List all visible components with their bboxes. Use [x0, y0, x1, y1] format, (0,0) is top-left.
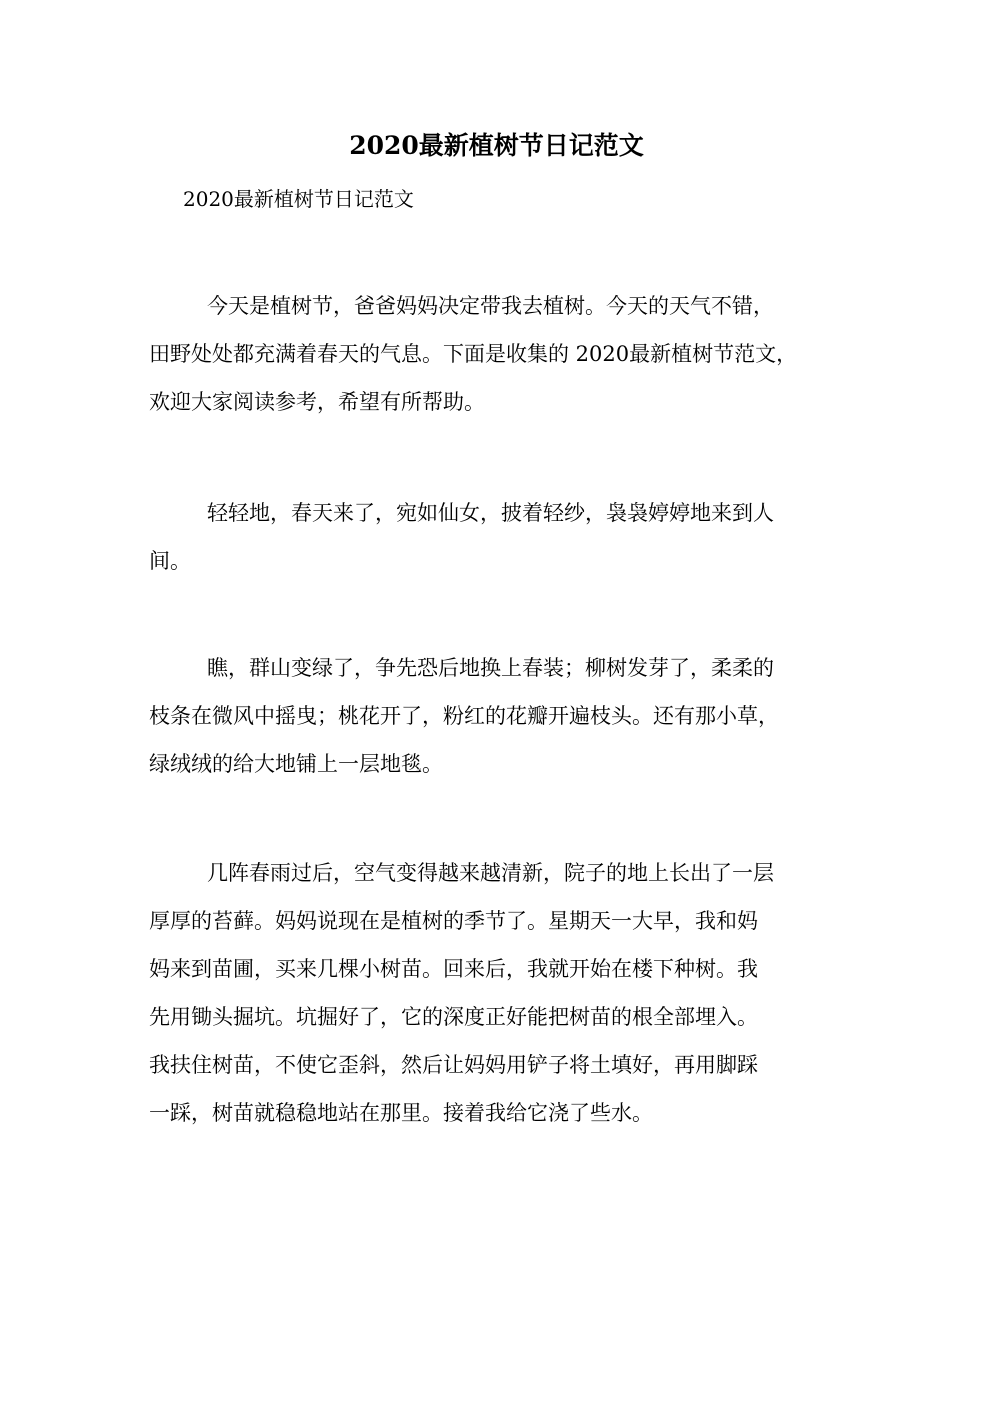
paragraph-line: 枝条在微风中摇曳；桃花开了，粉红的花瓣开遍枝头。还有那小草， [149, 704, 779, 728]
paragraph-line: 田野处处都充满着春天的气息。下面是收集的 2020最新植树节范文， [149, 342, 798, 366]
paragraph-line: 绿绒绒的给大地铺上一层地毯。 [149, 752, 443, 776]
document-subtitle: 2020最新植树节日记范文 [183, 187, 414, 211]
paragraph-line: 瞧，群山变绿了，争先恐后地换上春装；柳树发芽了，柔柔的 [207, 656, 774, 680]
paragraph-line: 轻轻地，春天来了，宛如仙女，披着轻纱，袅袅婷婷地来到人 [207, 501, 774, 525]
paragraph-line: 间。 [149, 549, 191, 573]
paragraph-spring-scenery [149, 652, 849, 796]
paragraph-line: 几阵春雨过后，空气变得越来越清新，院子的地上长出了一层 [207, 861, 774, 885]
paragraph-line: 一踩，树苗就稳稳地站在那里。接着我给它浇了些水。 [149, 1101, 653, 1125]
paragraph-spring-arrives [149, 497, 849, 593]
paragraph-line: 厚厚的苔藓。妈妈说现在是植树的季节了。星期天一大早，我和妈 [149, 909, 758, 933]
paragraph-planting [149, 857, 849, 1145]
paragraph-line: 欢迎大家阅读参考，希望有所帮助。 [149, 390, 485, 414]
paragraph-line: 我扶住树苗，不使它歪斜，然后让妈妈用铲子将土填好，再用脚踩 [149, 1053, 758, 1077]
paragraph-line: 先用锄头掘坑。坑掘好了，它的深度正好能把树苗的根全部埋入。 [149, 1005, 758, 1029]
paragraph-intro [149, 290, 849, 434]
paragraph-line: 今天是植树节，爸爸妈妈决定带我去植树。今天的天气不错， [207, 294, 774, 318]
document-title: 2020最新植树节日记范文 [349, 131, 644, 160]
paragraph-line: 妈来到苗圃，买来几棵小树苗。回来后，我就开始在楼下种树。我 [149, 957, 758, 981]
